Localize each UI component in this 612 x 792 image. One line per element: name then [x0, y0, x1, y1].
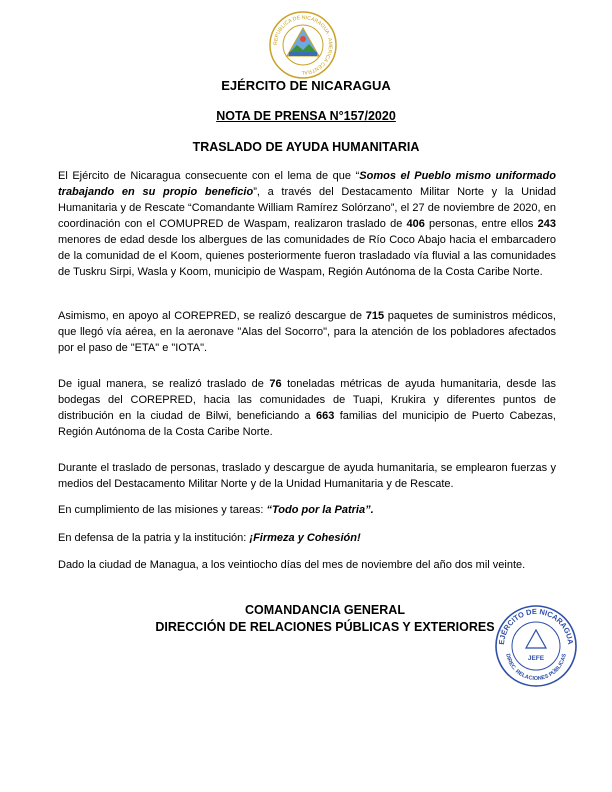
packages-count: 715: [365, 310, 385, 322]
persons-count: 406: [406, 218, 425, 230]
stamp-center-text: JEFE: [527, 655, 545, 662]
slogan-patria: “Todo por la Patria”.: [266, 504, 374, 516]
official-stamp: [494, 604, 578, 688]
paragraph-5: En cumplimiento de las misiones y tareas: “Todo por la Patria”.: [58, 504, 374, 516]
slogan-firmeza: ¡Firmeza y Cohesión!: [249, 532, 361, 544]
minors-count: 243: [537, 218, 556, 230]
tons-count: 76: [269, 378, 282, 390]
national-seal-logo: [268, 10, 338, 80]
paragraph-6: En defensa de la patria y la institución: ¡Firmeza y Cohesión!: [58, 532, 361, 544]
stamp-top-text: EJÉRCITO DE NICARAGUA: [496, 606, 576, 646]
paragraph-1: El Ejército de Nicaragua consecuente con el lema de que “Somos el Pueblo mismo uniformado trabajando en su propio beneficio”, a través del Destacamento Militar Norte y la Unidad Humanitaria y de Rescate “Comandante William Ramírez Solórzano”, el 27 de noviembre de 2020, en coordinación con el COMUPRED de Waspam, realizaron traslado de 406 personas, entre ellos 243 menores de edad desde los albergues de las comunidades de Río Coco Abajo hacia el embarcadero de la comunidad de el Koom, quienes posteriormente fueron trasladado vía fluvial a las comunidades de Tuskru Sirpi, Wasla y Koom, municipio de Waspam, Región Autónoma de la Costa Caribe Norte.: [58, 170, 556, 278]
paragraph-4: Durante el traslado de personas, traslado y descargue de ayuda humanitaria, se emplearon fuerzas y medios del Destacamento Militar Norte y de la Unidad Humanitaria y de Rescate.: [58, 462, 556, 490]
paragraph-3: De igual manera, se realizó traslado de 76 toneladas métricas de ayuda humanitaria, desde las bodegas del COREPRED, hacia las comunidades de Tuapi, Krukira y diferentes puntos de distribución en la ciudad de Bilwi, beneficiando a 663 familias del municipio de Puerto Cabezas, Región Autónoma de la Costa Caribe Norte.: [58, 378, 556, 438]
seal-ring-text: REPUBLICA DE NICARAGUA · AMERICA CENTRAL: [272, 14, 334, 76]
signature-line-2: DIRECCIÓN DE RELACIONES PÚBLICAS Y EXTERIORES: [155, 620, 495, 634]
paragraph-2: Asimismo, en apoyo al COREPRED, se realizó descargue de 715 paquetes de suministros médicos, que llegó vía aérea, en la aeronave "Alas del Socorro", para la atención de los pobladores afectados por el paso de "ETA" e "IOTA".: [58, 310, 556, 354]
stamp-bottom-text: DIREC. RELACIONES PÚBLICAS: [504, 653, 568, 683]
families-count: 663: [316, 410, 335, 422]
institution-heading: EJÉRCITO DE NICARAGUA: [221, 78, 391, 93]
press-note-number: NOTA DE PRENSA N°157/2020: [216, 109, 396, 123]
paragraph-7: Dado la ciudad de Managua, a los veintiocho días del mes de noviembre del año dos mil veinte.: [58, 559, 526, 571]
motto-text: Somos el Pueblo mismo uniformado trabajando en su propio beneficio: [58, 170, 556, 198]
svg-text:EJÉRCITO DE NICARAGUA: [497, 607, 575, 646]
signature-line-1: COMANDANCIA GENERAL: [245, 603, 405, 617]
press-note-title: TRASLADO DE AYUDA HUMANITARIA: [192, 140, 420, 154]
